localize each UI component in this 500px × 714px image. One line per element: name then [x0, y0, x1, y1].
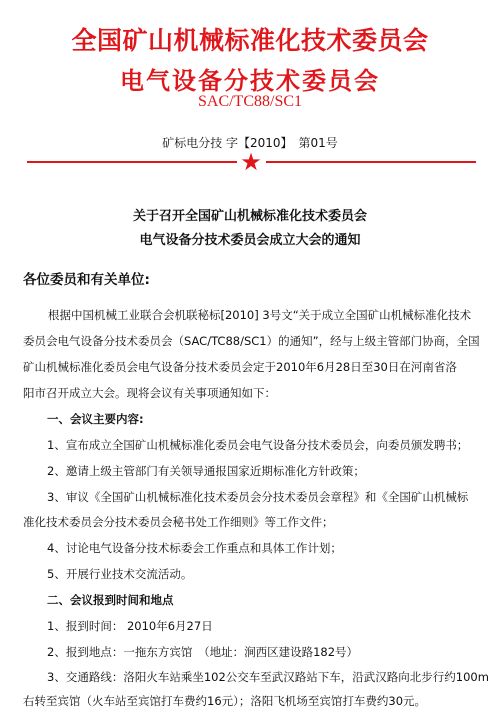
org-name-line1: 全国矿山机械标准化技术委员会	[71, 26, 429, 55]
intro-line: 委员会电气设备分技术委员会（SAC/TC88/SC1）的通知”，经与上级主管部门协商，全国	[23, 334, 480, 348]
red-divider-left	[27, 161, 237, 163]
star-icon: ★	[240, 148, 262, 176]
section2-item: 2、报到地点：一拖东方宾馆 （地址：涧西区建设路182号）	[47, 645, 359, 659]
section1-item: 3、审议《全国矿山机械标准化技术委员会分技术委员会章程》和《全国矿山机械标	[47, 490, 469, 504]
notice-title-line2: 电气设备分技术委员会成立大会的通知	[139, 233, 361, 248]
red-divider-right	[266, 161, 476, 163]
greeting: 各位委员和有关单位:	[23, 272, 150, 288]
notice-title-line1: 关于召开全国矿山机械标准化技术委员会	[132, 209, 367, 224]
section2-item: 3、交通路线：洛阳火车站乘坐102公交车至武汉路站下车，沿武汉路向北步行约100m	[47, 670, 489, 684]
document-number: 矿标电分技 字【2010】 第01号	[162, 136, 338, 150]
intro-line: 根据中国机械工业联合会机联秘标[2010] 3号文“关于成立全国矿山机械标准化技术	[48, 308, 472, 322]
section2-item: 右转至宾馆（火车站至宾馆打车费约16元）；洛阳飞机场至宾馆打车费约30元。	[23, 694, 427, 708]
intro-line: 矿山机械标准化委员会电气设备分技术委员会定于2010年6月28日至30日在河南省洛	[23, 360, 457, 374]
section1-item: 1、宣布成立全国矿山机械标准化委员会电气设备分技术委员会，向委员颁发聘书；	[47, 438, 469, 452]
section1-item: 4、讨论电气设备分技术标委会工作重点和具体工作计划；	[47, 541, 342, 555]
section1-item: 5、开展行业技术交流活动。	[47, 567, 193, 581]
section1-item: 准化技术委员会分技术委员会秘书处工作细则》等工作文件；	[23, 515, 334, 529]
section2-heading: 二、会议报到时间和地点	[47, 593, 174, 607]
section1-heading: 一、会议主要内容:	[47, 412, 144, 426]
org-code: SAC/TC88/SC1	[197, 93, 303, 110]
section2-item: 1、报到时间： 2010年6月27日	[47, 619, 213, 633]
org-name-line2: 电气设备分技术委员会	[120, 67, 380, 95]
section1-item: 2、邀请上级主管部门有关领导通报国家近期标准化方针政策；	[47, 464, 365, 478]
intro-line: 阳市召开成立大会。现将会议有关事项通知如下：	[23, 386, 276, 400]
